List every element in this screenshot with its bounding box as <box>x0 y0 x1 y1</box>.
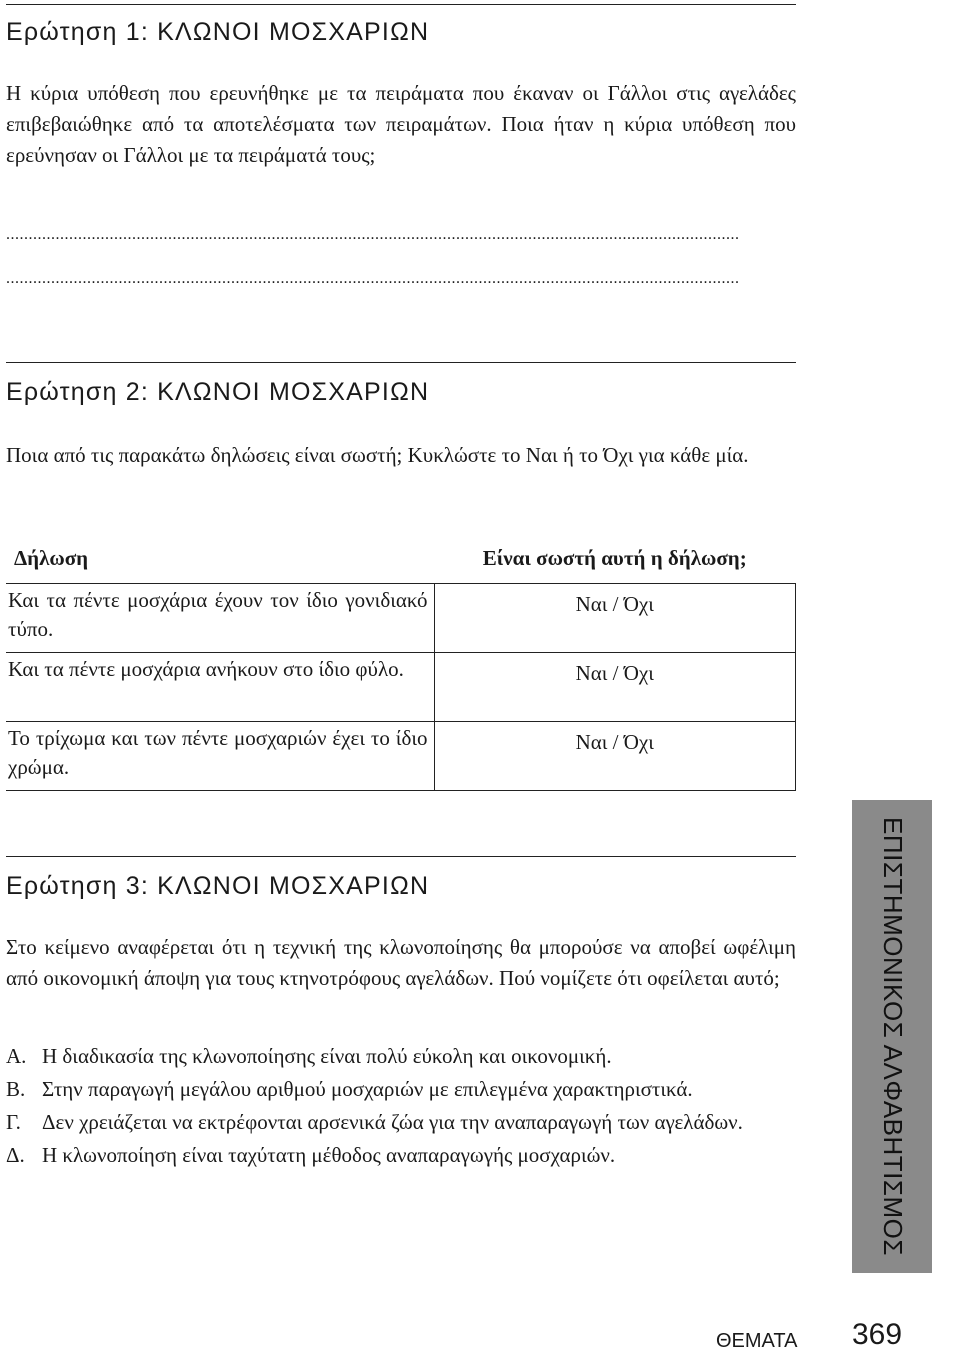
yes-no-choice[interactable]: Ναι / Όχι <box>434 722 796 791</box>
option-text: Δεν χρειάζεται να εκτρέφονται αρσενικά ζώα για την αναπαραγωγή των αγελάδων. <box>42 1110 743 1134</box>
section-sidebar-tab <box>852 800 932 1273</box>
option-d[interactable] <box>6 1139 796 1172</box>
question-2-title: Ερώτηση 2: ΚΛΩΝΟΙ ΜΟΣΧΑΡΙΩΝ <box>6 378 430 406</box>
table-header-row <box>6 533 796 584</box>
yes-no-choice[interactable]: Ναι / Όχι <box>434 653 796 722</box>
table-row <box>6 584 796 653</box>
option-letter: Β. <box>6 1077 26 1101</box>
section-divider <box>6 4 796 5</box>
statement-column-header: Δήλωση <box>6 533 434 584</box>
question-1-title: Ερώτηση 1: ΚΛΩΝΟΙ ΜΟΣΧΑΡΙΩΝ <box>6 18 430 46</box>
answer-line[interactable]: ................................................................................................................................................................... <box>6 272 740 286</box>
answer-line[interactable]: ................................................................................................................................................................... <box>6 228 740 242</box>
statement-cell: Το τρίχωμα και των πέντε μοσχαριών έχει το ίδιο χρώμα. <box>6 722 434 791</box>
yes-no-choice[interactable]: Ναι / Όχι <box>434 584 796 653</box>
option-b[interactable] <box>6 1073 796 1106</box>
statements-table <box>6 533 796 791</box>
statement-cell: Και τα πέντε μοσχάρια έχουν τον ίδιο γονιδιακό τύπο. <box>6 584 434 653</box>
statement-cell: Και τα πέντε μοσχάρια ανήκουν στο ίδιο φύλο. <box>6 653 434 722</box>
option-letter: Δ. <box>6 1143 25 1167</box>
table-row <box>6 653 796 722</box>
option-text: Η κλωνοποίηση είναι ταχύτατη μέθοδος αναπαραγωγής μοσχαριών. <box>42 1143 616 1167</box>
answer-column-header: Είναι σωστή αυτή η δήλωση; <box>434 533 796 584</box>
question-3-title: Ερώτηση 3: ΚΛΩΝΟΙ ΜΟΣΧΑΡΙΩΝ <box>6 872 430 900</box>
sidebar-label: ΕΠΙΣΤΗΜΟΝΙΚΟΣ ΑΛΦΑΒΗΤΙΣΜΟΣ <box>877 817 908 1256</box>
option-a[interactable] <box>6 1040 796 1073</box>
table-row <box>6 722 796 791</box>
section-divider <box>6 362 796 363</box>
page-number: 369 <box>852 1318 903 1351</box>
section-divider <box>6 856 796 857</box>
option-text: Στην παραγωγή μεγάλου αριθμού μοσχαριών με επιλεγμένα χαρακτηριστικά. <box>42 1077 693 1101</box>
question-3-text: Στο κείμενο αναφέρεται ότι η τεχνική της κλωνοποίησης θα μπορούσε να αποβεί ωφέλιμη από οικονομική άποψη για τους κτηνοτρόφους αγελάδων. Πού νομίζετε ότι οφείλεται αυτό; <box>6 935 796 990</box>
answer-options <box>6 1040 796 1172</box>
question-1-text: Η κύρια υπόθεση που ερευνήθηκε με τα πειράματα που έκαναν οι Γάλλοι στις αγελάδες επιβεβαιώθηκε από τα αποτελέσματα των πειραμάτων. Ποια ήταν η κύρια υπόθεση που ερεύνησαν οι Γάλλοι με τα πειράματά τους; <box>6 81 796 167</box>
footer-section-label: ΘΕΜΑΤΑ <box>716 1330 798 1352</box>
option-text: Η διαδικασία της κλωνοποίησης είναι πολύ εύκολη και οικονομική. <box>42 1044 612 1068</box>
option-c[interactable] <box>6 1106 796 1139</box>
question-2-text: Ποια από τις παρακάτω δηλώσεις είναι σωστή; Κυκλώστε το Ναι ή το Όχι για κάθε μία. <box>6 443 749 467</box>
option-letter: Α. <box>6 1044 27 1068</box>
option-letter: Γ. <box>6 1110 21 1134</box>
